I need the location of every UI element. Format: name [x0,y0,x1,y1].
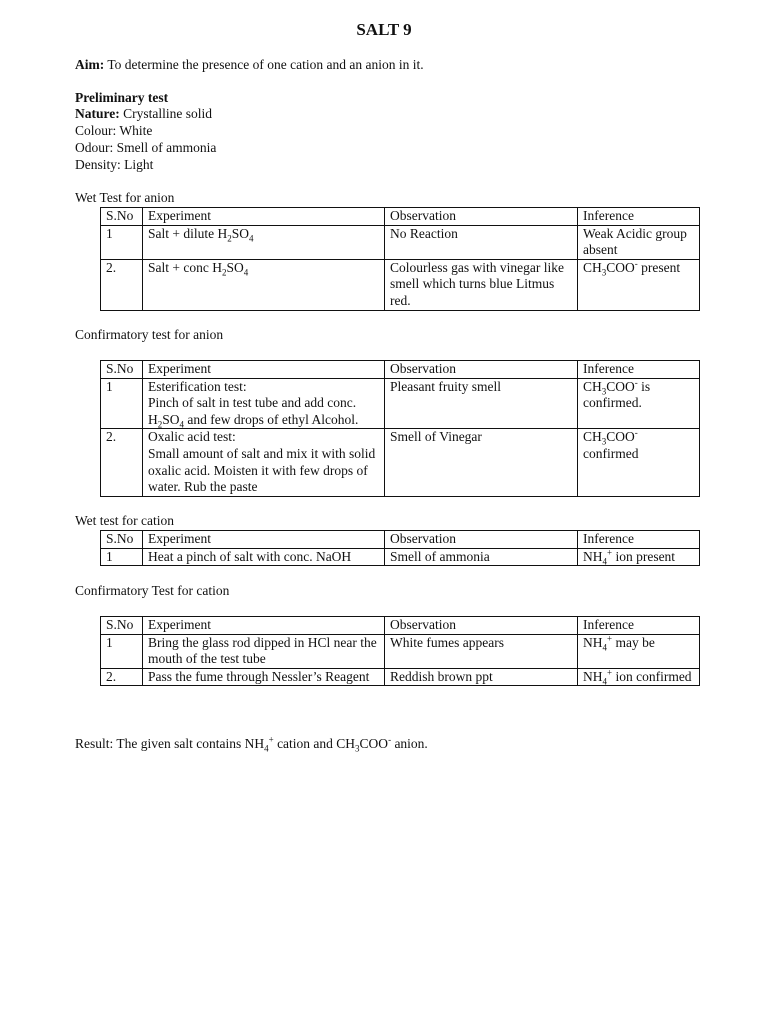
page-title: SALT 9 [356,20,412,39]
cell-experiment: Bring the glass rod dipped in HCl near the mouth of the test tube [143,634,385,668]
cell-sno: 1 [101,634,143,668]
nature-line [75,106,212,123]
header-inference: Inference [578,208,700,226]
cell-observation: Smell of ammonia [385,548,578,566]
cell-inference: $NH_4^+$ ion present [578,548,700,566]
confirm-anion-table [100,360,700,497]
cell-experiment: Esterification test: Pinch of salt in test tube and add conc. $H_2SO_4$ and few drops of ethyl Alcohol. [143,378,385,429]
cell-sno: 1 [101,378,143,429]
aim-text: To determine the presence of one cation and an anion in it. [104,57,424,72]
table-header-row [101,617,700,635]
table-row [101,225,700,259]
table-row [101,634,700,668]
confirm-cation-table [100,616,700,686]
cell-experiment: Salt + dilute $H_2SO_4$ [143,225,385,259]
cell-observation: Reddish brown ppt [385,668,578,686]
colour-line: Colour: White [75,123,153,138]
header-inference: Inference [578,361,700,379]
table-row [101,548,700,566]
cell-observation: No Reaction [385,225,578,259]
table-header-row [101,208,700,226]
table-row [101,259,700,310]
cell-observation: Colourless gas with vinegar like smell which turns blue Litmus red. [385,259,578,310]
confirm-cation-caption: Confirmatory Test for cation [75,583,230,598]
table-header-row [101,531,700,549]
header-experiment: Experiment [143,617,385,635]
cell-sno: 2. [101,259,143,310]
header-sno: S.No [101,617,143,635]
table-header-row [101,361,700,379]
wet-anion-table [100,207,700,311]
header-observation: Observation [385,531,578,549]
header-observation: Observation [385,617,578,635]
cell-observation: White fumes appears [385,634,578,668]
result-line: Result: The given salt contains $NH_4^+$ cation and $CH_3COO^-$ anion. [75,734,428,754]
header-inference: Inference [578,531,700,549]
cell-experiment: Salt + conc $H_2SO_4$ [143,259,385,310]
header-observation: Observation [385,208,578,226]
cell-sno: 2. [101,429,143,496]
cell-sno: 1 [101,548,143,566]
table-row [101,378,700,429]
cell-sno: 2. [101,668,143,686]
wet-anion-caption: Wet Test for anion [75,190,175,205]
cell-sno: 1 [101,225,143,259]
table-row [101,429,700,496]
cell-inference: $NH_4^+$ ion confirmed [578,668,700,686]
header-sno: S.No [101,531,143,549]
wet-cation-caption: Wet test for cation [75,513,175,528]
header-sno: S.No [101,208,143,226]
table-row [101,668,700,686]
cell-inference: Weak Acidic group absent [578,225,700,259]
cell-experiment: Oxalic acid test: Small amount of salt and mix it with solid oxalic acid. Moisten it with few drops of water. Rub the paste [143,429,385,496]
cell-experiment: Pass the fume through Nessler’s Reagent [143,668,385,686]
cell-inference: $CH_3COO^-$ is confirmed. [578,378,700,429]
density-line: Density: Light [75,157,154,172]
preliminary-heading: Preliminary test [75,90,169,105]
wet-cation-table [100,530,700,566]
header-experiment: Experiment [143,531,385,549]
cell-inference: $CH_3COO^-$ confirmed [578,429,700,496]
aim-line [75,57,424,74]
cell-observation: Smell of Vinegar [385,429,578,496]
header-experiment: Experiment [143,208,385,226]
header-observation: Observation [385,361,578,379]
cell-observation: Pleasant fruity smell [385,378,578,429]
nature-value: Crystalline solid [119,106,212,121]
header-sno: S.No [101,361,143,379]
header-inference: Inference [578,617,700,635]
cell-inference: $CH_3COO^-$ present [578,259,700,310]
cell-inference: $NH_4^+$ may be [578,634,700,668]
cell-experiment: Heat a pinch of salt with conc. NaOH [143,548,385,566]
odour-line: Odour: Smell of ammonia [75,140,217,155]
confirm-anion-caption: Confirmatory test for anion [75,327,224,342]
nature-label: Nature: [75,106,120,121]
header-experiment: Experiment [143,361,385,379]
aim-label: Aim: [75,57,105,72]
